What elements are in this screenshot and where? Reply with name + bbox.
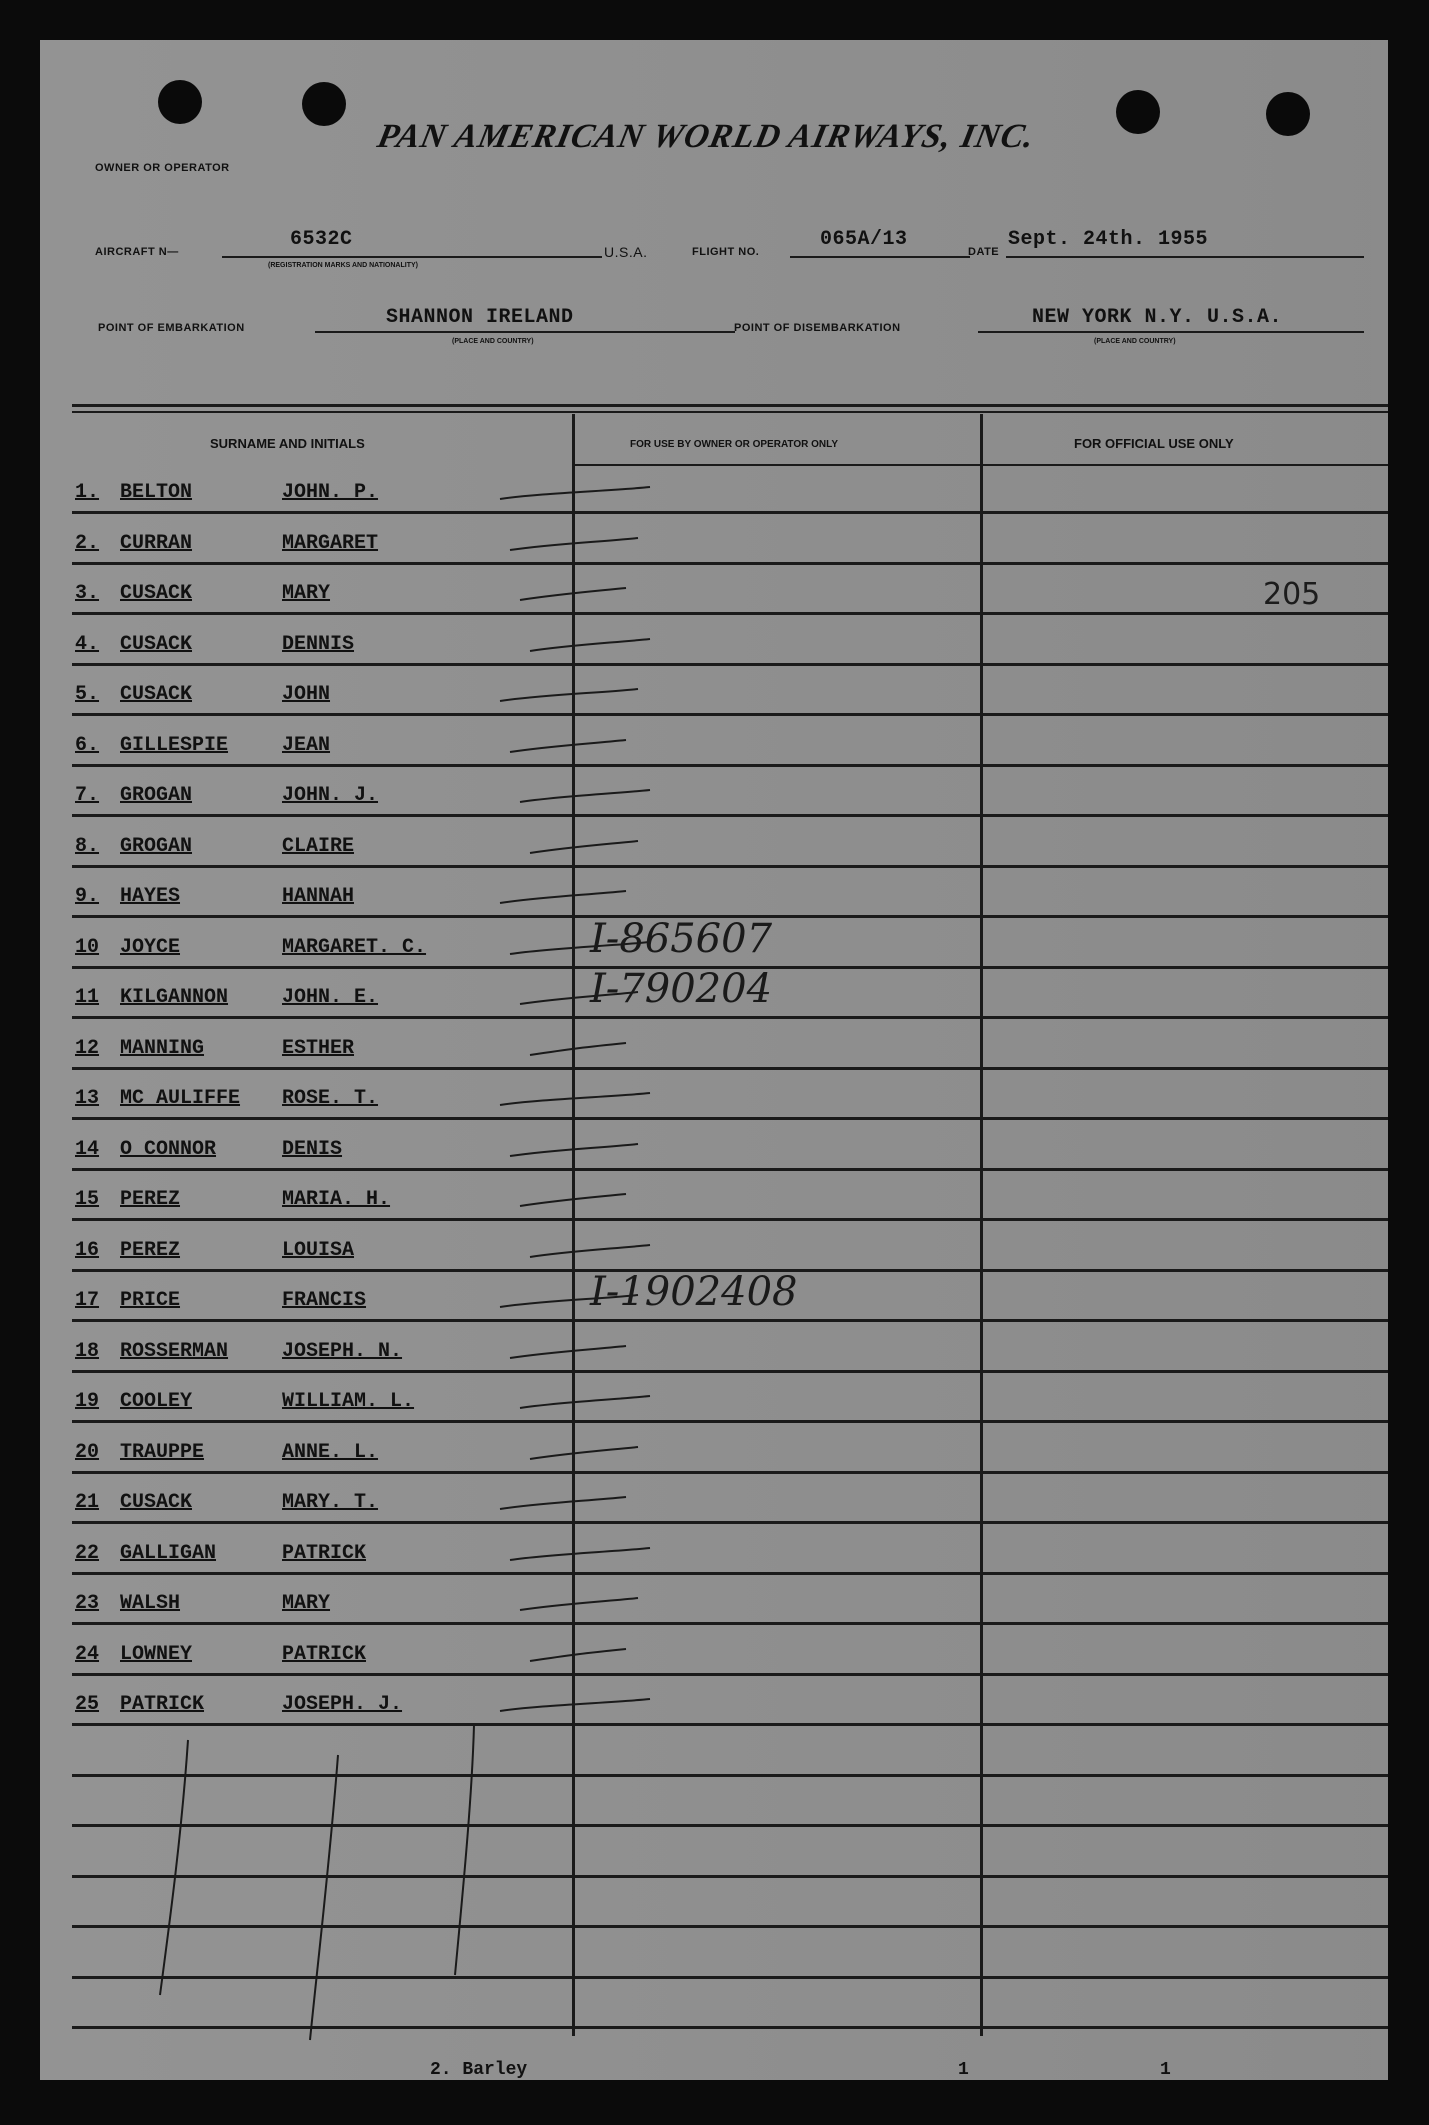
passenger-given: DENNIS <box>282 633 355 656</box>
passenger-given: JOHN <box>282 683 331 706</box>
passenger-surname: BELTON <box>120 481 193 504</box>
check-mark <box>510 1548 650 1560</box>
passenger-given: MARY <box>282 1592 331 1615</box>
passenger-num: 23 <box>75 1592 100 1615</box>
passenger-given: JOSEPH. J. <box>282 1693 403 1716</box>
check-mark <box>520 1194 626 1206</box>
passenger-surname: GALLIGAN <box>120 1542 217 1565</box>
passenger-num: 25 <box>75 1693 100 1716</box>
check-mark <box>530 639 650 651</box>
passenger-num: 19 <box>75 1390 100 1413</box>
handwritten-id: I-865607 <box>590 916 773 962</box>
passenger-surname: TRAUPPE <box>120 1441 205 1464</box>
check-mark <box>520 588 626 600</box>
passenger-given: HANNAH <box>282 885 355 908</box>
check-mark <box>530 841 638 853</box>
passenger-given: ESTHER <box>282 1037 355 1060</box>
passenger-surname: GROGAN <box>120 835 193 858</box>
passenger-num: 9. <box>75 885 100 908</box>
passenger-given: PATRICK <box>282 1643 367 1666</box>
check-mark <box>530 1043 626 1055</box>
passenger-num: 16 <box>75 1239 100 1262</box>
passenger-given: MARY <box>282 582 331 605</box>
handwritten-id: I-790204 <box>590 966 773 1012</box>
flight-value: 065A/13 <box>820 228 908 251</box>
passenger-num: 14 <box>75 1138 100 1161</box>
passenger-given: PATRICK <box>282 1542 367 1565</box>
date-value: Sept. 24th. 1955 <box>1008 228 1209 251</box>
check-mark <box>530 1649 626 1661</box>
check-mark <box>530 1447 638 1459</box>
passenger-surname: PRICE <box>120 1289 181 1312</box>
passenger-surname: GILLESPIE <box>120 734 229 757</box>
passenger-surname: PATRICK <box>120 1693 205 1716</box>
footer-mid: 1 <box>958 2060 969 2080</box>
passenger-given: CLAIRE <box>282 835 355 858</box>
col-header-official: FOR OFFICIAL USE ONLY <box>1074 436 1234 451</box>
passenger-num: 15 <box>75 1188 100 1211</box>
passenger-surname: MC AULIFFE <box>120 1087 241 1110</box>
passenger-given: WILLIAM. L. <box>282 1390 415 1413</box>
passenger-given: MARY. T. <box>282 1491 379 1514</box>
aircraft-label: AIRCRAFT N— <box>95 246 179 258</box>
disembarkation-value: NEW YORK N.Y. U.S.A. <box>1032 306 1283 329</box>
passenger-num: 24 <box>75 1643 100 1666</box>
passenger-surname: CURRAN <box>120 532 193 555</box>
passenger-given: DENIS <box>282 1138 343 1161</box>
aircraft-sublabel: (REGISTRATION MARKS AND NATIONALITY) <box>268 262 418 269</box>
passenger-surname: HAYES <box>120 885 181 908</box>
check-mark <box>500 891 626 903</box>
passenger-surname: KILGANNON <box>120 986 229 1009</box>
passenger-num: 13 <box>75 1087 100 1110</box>
passenger-surname: PEREZ <box>120 1188 181 1211</box>
passenger-num: 3. <box>75 582 100 605</box>
passenger-surname: WALSH <box>120 1592 181 1615</box>
passenger-num: 4. <box>75 633 100 656</box>
passenger-given: JEAN <box>282 734 331 757</box>
check-mark <box>510 740 626 752</box>
passenger-num: 18 <box>75 1340 100 1363</box>
embarkation-label: POINT OF EMBARKATION <box>98 322 245 334</box>
footer-right: 1 <box>1160 2060 1171 2080</box>
owner-label: OWNER OR OPERATOR <box>95 162 230 174</box>
passenger-num: 1. <box>75 481 100 504</box>
col-header-names: SURNAME AND INITIALS <box>210 436 365 451</box>
passenger-given: MARIA. H. <box>282 1188 391 1211</box>
check-mark <box>500 1497 626 1509</box>
check-mark <box>500 1093 650 1105</box>
embarkation-value: SHANNON IRELAND <box>386 306 574 329</box>
passenger-num: 8. <box>75 835 100 858</box>
check-mark <box>510 538 638 550</box>
passenger-num: 7. <box>75 784 100 807</box>
passenger-given: LOUISA <box>282 1239 355 1262</box>
operator-name: PAN AMERICAN WORLD AIRWAYS, INC. <box>374 118 1039 155</box>
official-note: 205 <box>1263 577 1321 612</box>
passenger-surname: COOLEY <box>120 1390 193 1413</box>
passenger-num: 10 <box>75 936 100 959</box>
passenger-num: 12 <box>75 1037 100 1060</box>
check-mark <box>500 1699 650 1711</box>
footer-left: 2. Barley <box>430 2060 528 2080</box>
passenger-surname: CUSACK <box>120 633 193 656</box>
passenger-surname: CUSACK <box>120 683 193 706</box>
passenger-given: MARGARET <box>282 532 379 555</box>
passenger-surname: PEREZ <box>120 1239 181 1262</box>
handwritten-id: I-1902408 <box>590 1269 798 1315</box>
passenger-num: 2. <box>75 532 100 555</box>
check-mark <box>500 689 638 701</box>
country-label: U.S.A. <box>604 244 648 260</box>
passenger-surname: MANNING <box>120 1037 205 1060</box>
passenger-num: 17 <box>75 1289 100 1312</box>
strike-through-lines <box>160 1725 474 2040</box>
passenger-given: JOHN. P. <box>282 481 379 504</box>
passenger-surname: CUSACK <box>120 1491 193 1514</box>
embarkation-sublabel: (PLACE AND COUNTRY) <box>452 338 534 345</box>
passenger-surname: CUSACK <box>120 582 193 605</box>
check-mark <box>520 790 650 802</box>
flight-label: FLIGHT NO. <box>692 246 760 258</box>
disembarkation-label: POINT OF DISEMBARKATION <box>734 322 901 334</box>
check-mark <box>510 1346 626 1358</box>
passenger-surname: GROGAN <box>120 784 193 807</box>
passenger-given: JOHN. E. <box>282 986 379 1009</box>
check-mark <box>530 1245 650 1257</box>
passenger-num: 6. <box>75 734 100 757</box>
passenger-num: 5. <box>75 683 100 706</box>
passenger-surname: LOWNEY <box>120 1643 193 1666</box>
check-mark <box>520 1396 650 1408</box>
passenger-given: JOSEPH. N. <box>282 1340 403 1363</box>
date-label: DATE <box>968 246 1000 258</box>
passenger-num: 20 <box>75 1441 100 1464</box>
passenger-surname: JOYCE <box>120 936 181 959</box>
check-mark <box>520 1598 638 1610</box>
passenger-num: 21 <box>75 1491 100 1514</box>
passenger-surname: O CONNOR <box>120 1138 217 1161</box>
passenger-given: MARGARET. C. <box>282 936 427 959</box>
aircraft-value: 6532C <box>290 228 353 251</box>
passenger-num: 11 <box>75 986 100 1009</box>
col-header-owner: FOR USE BY OWNER OR OPERATOR ONLY <box>630 439 838 450</box>
passenger-given: JOHN. J. <box>282 784 379 807</box>
passenger-surname: ROSSERMAN <box>120 1340 229 1363</box>
passenger-given: ROSE. T. <box>282 1087 379 1110</box>
passenger-num: 22 <box>75 1542 100 1565</box>
check-mark <box>500 487 650 499</box>
passenger-given: FRANCIS <box>282 1289 367 1312</box>
passenger-given: ANNE. L. <box>282 1441 379 1464</box>
check-mark <box>510 1144 638 1156</box>
disembarkation-sublabel: (PLACE AND COUNTRY) <box>1094 338 1176 345</box>
